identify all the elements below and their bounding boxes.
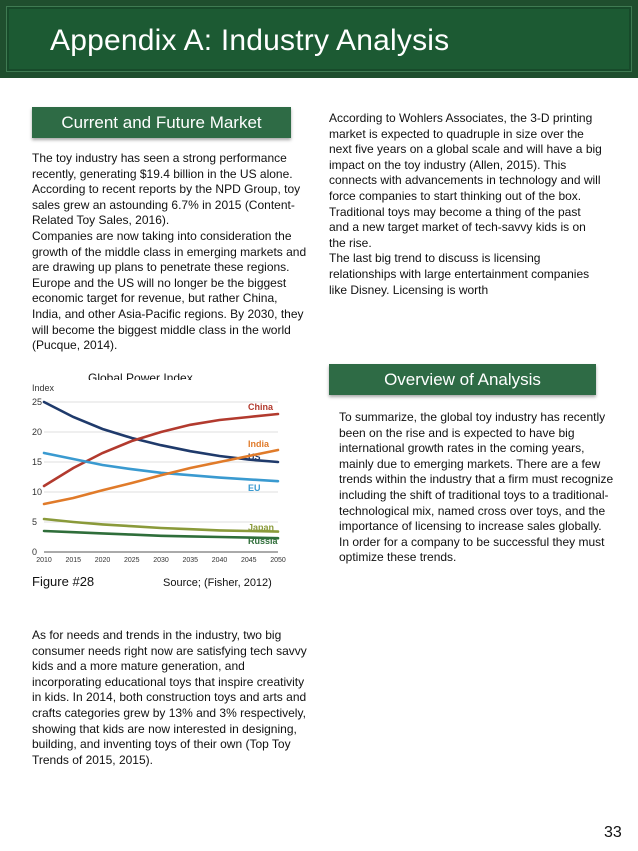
series-label-russia: Russia bbox=[248, 536, 278, 547]
market-paragraph-2: Companies are now taking into consideration the growth of the middle class in emerging markets and are drawing up plans to penetrate these regions. Europe and the US will no longer be the biggest economic target for revenue, but rather China, India, and other Asia-Pacific regions. By 2030, they will become the biggest middle class in the world (Pucque, 2014). bbox=[32, 228, 307, 353]
x-tick-label-1: 2015 bbox=[65, 557, 82, 564]
y-axis-label: Index bbox=[32, 383, 55, 393]
series-label-china: China bbox=[248, 402, 274, 412]
market-paragraph-1: The toy industry has seen a strong performance recently, generating $19.4 billion in the US alone. According to recent reports by the NPD Group, toy sales grew an astounding 6.7% in 2015 (Content-Related Toy Sales, 2016). bbox=[32, 151, 301, 228]
series-label-india: India bbox=[248, 439, 270, 449]
y-tick-label-5: 25 bbox=[32, 397, 43, 407]
x-tick-label-6: 2040 bbox=[211, 557, 228, 564]
x-tick-label-0: 2010 bbox=[36, 557, 52, 564]
y-tick-label-2: 10 bbox=[32, 487, 43, 497]
section-title-overview: Overview of Analysis bbox=[329, 364, 596, 395]
x-tick-label-2: 2020 bbox=[94, 557, 111, 564]
series-line-india bbox=[44, 450, 278, 504]
figure-label: Figure #28 bbox=[32, 574, 95, 589]
chart-title: Global Power Index bbox=[88, 371, 193, 385]
market-text bbox=[32, 151, 307, 354]
overview-text: To summarize, the global toy industry has recently been on the rise and is expected to have big international growth rates in the coming years, mainly due to emerging markets. There are a few trends within the industry that a firm must recognize including the shift of traditional toys to a traditional-technological mix, named cross over toys, and the importance of licensing to increase sales globally. In order for a company to be successful they must optimize these trends. bbox=[339, 410, 614, 565]
y-tick-label-3: 15 bbox=[32, 457, 43, 467]
trends-text bbox=[329, 111, 604, 298]
x-tick-label-3: 2025 bbox=[123, 557, 140, 564]
section-title-current-future: Current and Future Market bbox=[32, 107, 291, 138]
series-label-japan: Japan bbox=[248, 522, 275, 533]
trends-paragraph-1: According to Wohlers Associates, the 3-D printing market is expected to quadruple in size over the next five years on a global scale and will have a big impact on the toy industry (Allen, 2015). This connects with advancements in technology and will force companies to start thinking out of the box. Traditional toys may become a thing of the past and a new target market of tech-savvy kids is on the rise. bbox=[329, 111, 602, 250]
trends-paragraph-2: The last big trend to discuss is licensing relationships with large entertainment companies like Disney. Licensing is worth bbox=[329, 251, 590, 297]
global-power-index-chart bbox=[30, 380, 300, 570]
series-label-us: US bbox=[248, 452, 261, 462]
series-label-eu: EU bbox=[248, 483, 261, 494]
y-tick-label-0: 0 bbox=[32, 547, 38, 557]
y-tick-label-4: 20 bbox=[32, 427, 43, 437]
x-tick-label-7: 2045 bbox=[240, 557, 257, 564]
needs-trends-text: As for needs and trends in the industry, two big consumer needs right now are satisfying tech savvy kids and a more mature generation, and incorporating educational toys that inspire creativity in kids. In 2014, both construction toys and arts and crafts categories grew by 13% and 3% respectively, showing that kids are now interested in designing, building, and inventing toys of their own (Top Toy Trends of 2015, 2015). bbox=[32, 628, 307, 767]
x-tick-label-4: 2030 bbox=[153, 557, 169, 564]
y-tick-label-1: 5 bbox=[32, 517, 38, 527]
series-line-japan bbox=[44, 519, 278, 532]
page-title: Appendix A: Industry Analysis bbox=[50, 24, 450, 57]
figure-source: Source; (Fisher, 2012) bbox=[163, 577, 272, 589]
header-bar bbox=[0, 0, 638, 78]
x-tick-label-8: 2050 bbox=[270, 557, 286, 564]
page-number: 33 bbox=[604, 824, 622, 841]
x-tick-label-5: 2035 bbox=[182, 557, 199, 564]
